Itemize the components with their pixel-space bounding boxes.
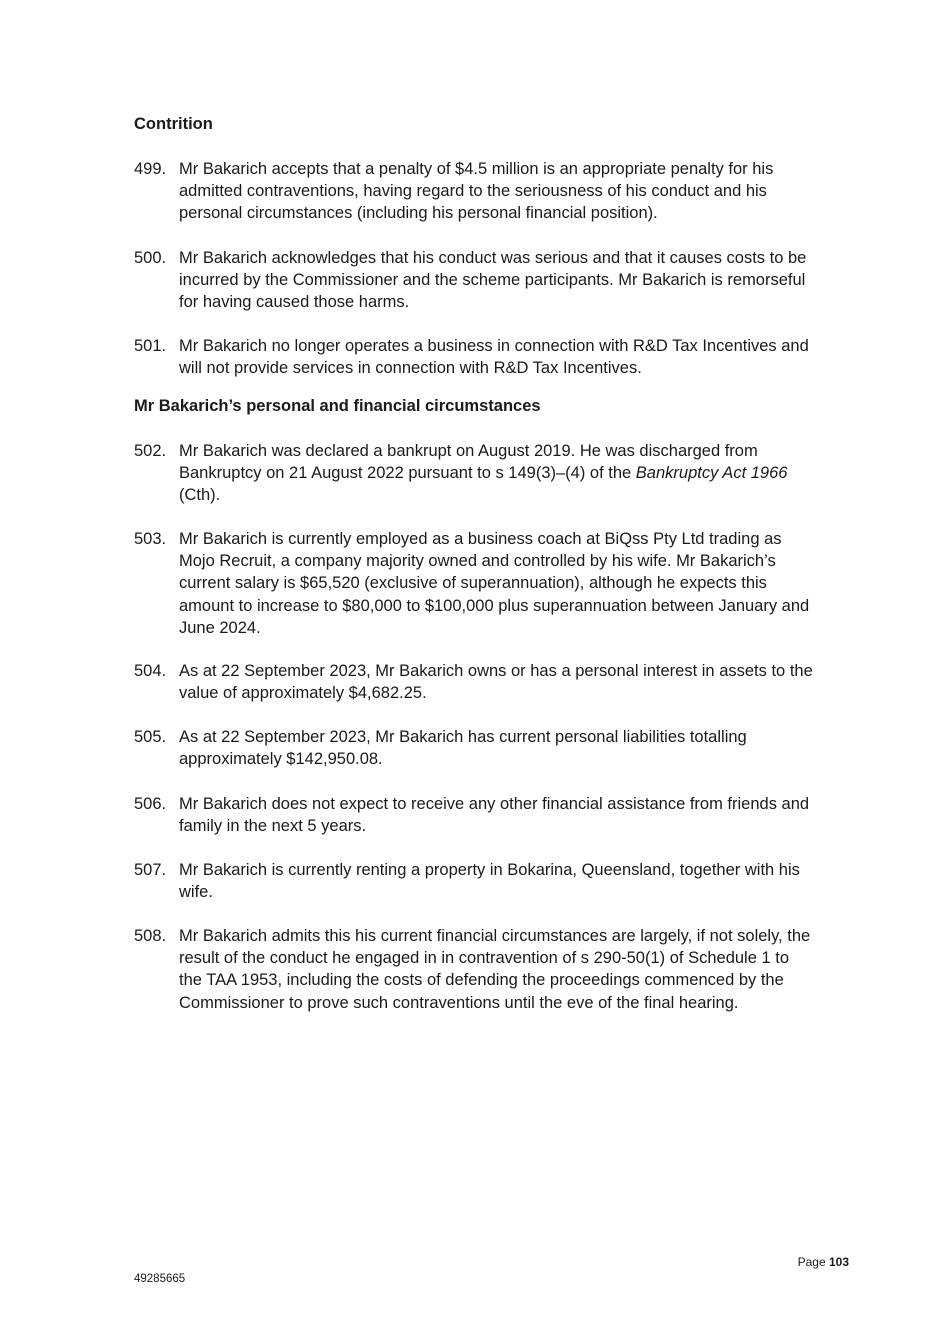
text-line: personal circumstances (including his personal financial position).	[179, 204, 658, 223]
act-title: Bankruptcy Act 1966	[635, 464, 788, 483]
text-line: for having caused those harms.	[179, 293, 410, 312]
text-line: Commissioner to prove such contraventions until the eve of the final hearing.	[179, 993, 739, 1012]
section-heading-contrition: Contrition	[134, 115, 213, 133]
text-line: Mr Bakarich no longer operates a business in connection with R&D Tax Incentives and	[179, 337, 809, 355]
paragraph-text	[179, 660, 850, 704]
document-id: 49285665	[134, 1273, 186, 1285]
text-line: will not provide services in connection with R&D Tax Incentives.	[179, 359, 642, 378]
paragraph-text	[179, 247, 850, 314]
text-line: value of approximately $4,682.25.	[179, 684, 427, 703]
paragraph-number: 506.	[134, 795, 167, 813]
page-number-value: 103	[828, 1255, 849, 1269]
text-line: current salary is $65,520 (exclusive of superannuation), although he expects this	[179, 574, 767, 593]
paragraph-text	[179, 335, 850, 379]
paragraph-text	[179, 726, 850, 770]
paragraph-number: 502.	[134, 442, 167, 460]
text-line: As at 22 September 2023, Mr Bakarich has current personal liabilities totalling	[179, 728, 747, 746]
text-line: (Cth).	[179, 486, 221, 505]
paragraph-text	[179, 859, 850, 903]
text-line: Mr Bakarich does not expect to receive any other financial assistance from friends and	[179, 795, 810, 813]
text-line: Mr Bakarich is currently renting a property in Bokarina, Queensland, together with his	[179, 861, 800, 879]
paragraph-number: 507.	[134, 861, 167, 879]
text-line: Mr Bakarich accepts that a penalty of $4.5 million is an appropriate penalty for his	[179, 160, 774, 178]
paragraph-number: 501.	[134, 337, 167, 355]
text-fragment: Bankruptcy on 21 August 2022 pursuant to s 149(3)–(4) of the	[179, 464, 636, 483]
paragraph-number: 499.	[134, 160, 167, 178]
text-line: Mr Bakarich acknowledges that his conduct was serious and that it causes costs to be	[179, 249, 807, 267]
paragraph-text	[179, 925, 850, 1014]
text-line: the TAA 1953, including the costs of defending the proceedings commenced by the	[179, 971, 784, 990]
paragraph-number: 505.	[134, 728, 167, 746]
text-line: wife.	[179, 883, 213, 902]
paragraph-text	[179, 158, 850, 225]
text-line: incurred by the Commissioner and the scheme participants. Mr Bakarich is remorseful	[179, 271, 806, 290]
paragraph-number: 508.	[134, 927, 167, 945]
section-heading-circumstances: Mr Bakarich’s personal and financial circumstances	[134, 397, 541, 415]
text-line: amount to increase to $80,000 to $100,000 plus superannuation between January and	[179, 596, 810, 615]
page-number	[798, 1255, 849, 1269]
paragraph-number: 504.	[134, 662, 167, 680]
text-line: Mr Bakarich was declared a bankrupt on August 2019. He was discharged from	[179, 442, 758, 460]
text-line: Mojo Recruit, a company majority owned and controlled by his wife. Mr Bakarich’s	[179, 552, 776, 571]
paragraph-text	[179, 440, 850, 507]
text-line: As at 22 September 2023, Mr Bakarich owns or has a personal interest in assets to the	[179, 662, 813, 680]
text-line	[179, 462, 850, 484]
text-line: Mr Bakarich is currently employed as a business coach at BiQss Pty Ltd trading as	[179, 530, 782, 548]
paragraph-number: 500.	[134, 249, 167, 267]
paragraph-number: 503.	[134, 530, 167, 548]
text-line: family in the next 5 years.	[179, 817, 367, 836]
text-line: June 2024.	[179, 618, 261, 637]
text-line: admitted contraventions, having regard to the seriousness of his conduct and his	[179, 182, 767, 201]
text-line: approximately $142,950.08.	[179, 750, 383, 769]
page-label: Page	[797, 1255, 829, 1269]
paragraph-text	[179, 793, 850, 837]
text-line: Mr Bakarich admits this his current financial circumstances are largely, if not solely, the	[179, 927, 811, 945]
paragraph-text	[179, 528, 850, 639]
text-line: result of the conduct he engaged in in contravention of s 290-50(1) of Schedule 1 to	[179, 949, 789, 968]
